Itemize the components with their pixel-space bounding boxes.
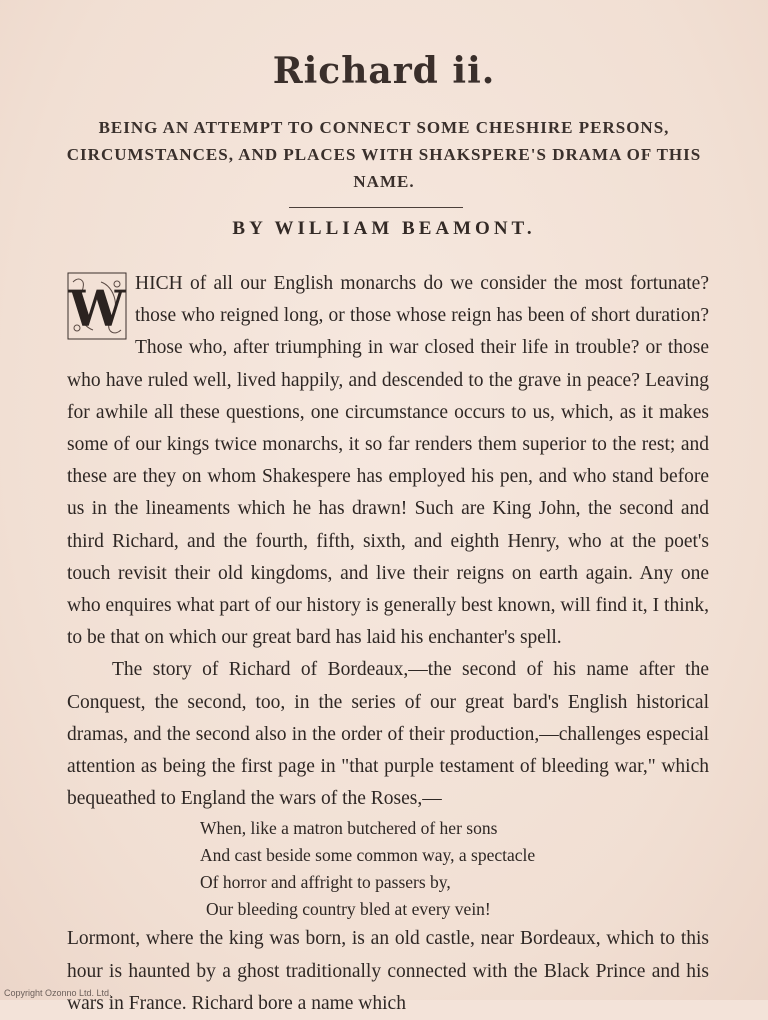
article-body — [67, 268, 709, 1020]
paragraph-3: Lormont, where the king was born, is an old castle, near Bordeaux, which to this hour is haunted by a ghost traditionally connected with the Black Prince and his wars in France. Richard bore a name which — [67, 928, 709, 1014]
page-title: Richard ii. — [272, 50, 496, 92]
poem-line: Our bleeding country bled at every vein! — [206, 899, 491, 920]
dropcap-letter: W — [68, 279, 126, 338]
paragraph-2: The story of Richard of Bordeaux,—the second of his name after the Conquest, the second, too, in the series of our great bard's English historical dramas, and the second also in the order of their production,—challenges especial attention as being the first page in "that purple testament of bleeding war," which bequeathed to England the wars of the Roses,— — [67, 659, 709, 810]
poem-line: When, like a matron butchered of her sons — [200, 818, 498, 839]
decorative-initial-icon — [67, 272, 127, 340]
poem-line: Of horror and affright to passers by, — [200, 872, 451, 893]
page-subtitle: BEING AN ATTEMPT TO CONNECT SOME CHESHIRE PERSONS, CIRCUMSTANCES, AND PLACES WITH SHAKSPERE'S DRAMA OF THIS NAME. — [66, 118, 702, 191]
author-byline: BY WILLIAM BEAMONT. — [232, 218, 536, 239]
divider-rule — [289, 207, 463, 208]
copyright-watermark: Copyright Ozonno Ltd. Ltd. — [4, 988, 112, 998]
poem-line: And cast beside some common way, a spectacle — [200, 845, 536, 866]
paragraph-1: HICH of all our English monarchs do we consider the most fortunate? those who reigned long, or those whose reign has been of short duration? Those who, after triumphing in war closed their life in trouble? or those who have ruled well, lived happily, and descended to the grave in peace? Leaving for awhile all these questions, one circumstance occurs to us, which, as it makes some of our kings twice monarchs, it so far renders them superior to the rest; and these are they on whom Shakespere has employed his pen, and who stand before us in the lineaments which he has drawn! Such are King John, the second and third Richard, and the fourth, fifth, sixth, and eighth Henry, who at the poet's touch revisit their old kingdoms, and live their reigns on earth again. Any one who enquires what part of our history is generally best known, will find it, I think, to be that on which our great bard has laid his enchanter's spell. — [67, 273, 709, 649]
poem-quote — [200, 815, 709, 923]
